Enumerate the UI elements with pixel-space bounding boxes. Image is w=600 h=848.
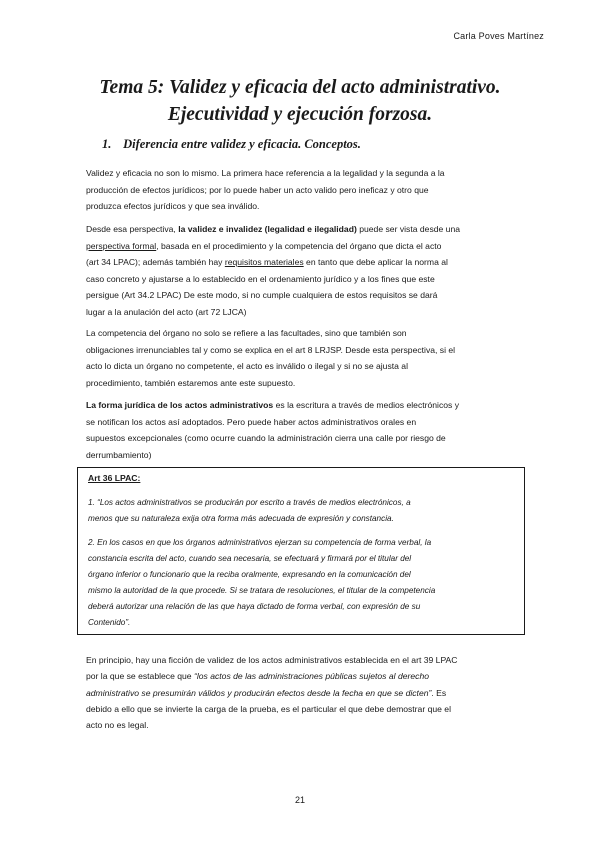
text-line: persigue (Art 34.2 LPAC) De este modo, si no cumple cualquiera de estos requisitos se dará <box>86 290 438 300</box>
text-line: La competencia del órgano no solo se refiere a las facultades, sino que también son <box>86 328 407 338</box>
text-line: supuestos excepcionales (como ocurre cuando la administración cierra una calle por riesgo de <box>86 433 446 443</box>
text-line: (art 34 LPAC); además también hay requisitos materiales en tanto que debe aplicar la norma al <box>86 257 448 267</box>
text-line: deberá autorizar una relación de las que haya dictado de forma verbal, con expresión de su <box>88 602 421 611</box>
article-title: Art 36 LPAC: <box>88 473 141 483</box>
text-line: administrativo se presumirán válidos y producirán efectos desde la fecha en que se dicten”. Es <box>86 687 447 698</box>
section-title: Diferencia entre validez y eficacia. Conceptos. <box>123 137 361 151</box>
text-line: 2. En los casos en que los órganos administrativos ejerzan su competencia de forma verbal, la <box>88 538 432 547</box>
section-heading <box>102 137 361 152</box>
underlined-phrase: requisitos materiales <box>224 257 304 267</box>
text-line: Contenido”. <box>88 618 131 627</box>
text-line: En principio, hay una ficción de validez de los actos administrativos establecida en el art 39 LPAC <box>86 655 458 665</box>
underlined-phrase: perspectiva formal <box>86 240 157 251</box>
text-line: produzca efectos jurídicos y que sea inválido. <box>86 201 260 211</box>
italic-quote: administrativo se presumirán válidos y producirán efectos desde la fecha en que se dicten” <box>86 687 432 698</box>
page-title <box>60 74 540 128</box>
paragraph-2 <box>86 221 526 320</box>
paragraph-1 <box>86 165 526 215</box>
text-line: acto no es legal. <box>86 720 149 731</box>
text-line: derrumbamiento) <box>86 449 152 460</box>
text-line: perspectiva formal, basada en el procedimiento y la competencia del órgano que dicta el acto <box>86 240 442 251</box>
author-name: Carla Poves Martínez <box>453 31 544 41</box>
text-line: producción de efectos jurídicos; por lo puede haber un acto valido pero ineficaz y otro que <box>86 184 429 195</box>
article-item-1 <box>88 495 518 527</box>
text-line: procedimiento, también estaremos ante este supuesto. <box>86 377 296 388</box>
text-line: por la que se establece que “los actos de las administraciones públicas sujetos al derecho <box>86 671 430 682</box>
text-line: se notifican los actos así adoptados. Pero puede haber actos administrativos orales en <box>86 416 417 427</box>
article-item-2 <box>88 535 518 631</box>
text-line: lugar a la anulación del acto (art 72 LJCA) <box>86 306 247 317</box>
text-line: acto lo dicta un órgano no competente, el acto es inválido o ilegal y si no se ajusta al <box>86 361 408 371</box>
text-line: menos que su naturaleza exija otra forma más adecuada de expresión y constancia. <box>88 514 394 523</box>
text-line: Desde esa perspectiva, la validez e invalidez (legalidad e ilegalidad) puede ser vista desde una <box>86 224 461 234</box>
text-line: constancia escrita del acto, cuando sea necesaria, se efectuará y firmará por el titular del <box>88 554 412 563</box>
bold-phrase: La forma jurídica de los actos administrativos <box>86 400 274 410</box>
text-line: Validez y eficacia no son lo mismo. La primera hace referencia a la legalidad y la segunda a la <box>86 168 445 178</box>
title-line-2: Ejecutividad y ejecución forzosa. <box>167 104 433 125</box>
page-number: 21 <box>294 795 305 805</box>
title-line-1: Tema 5: Validez y eficacia del acto administrativo. <box>99 77 501 98</box>
bold-phrase: la validez e invalidez (legalidad e ilegalidad) <box>178 224 357 234</box>
text-line: 1. “Los actos administrativos se producirán por escrito a través de medios electrónicos, a <box>88 498 411 507</box>
paragraph-5 <box>86 652 526 733</box>
text-line: mismo la autoridad de la que procede. Si se tratara de resoluciones, el titular de la competencia <box>88 586 436 595</box>
article-quote-box <box>77 467 525 635</box>
section-number: 1. <box>102 137 112 151</box>
text-line: obligaciones irrenunciables tal y como se explica en el art 8 LRJSP. Desde esta perspectiva, si el <box>86 344 456 355</box>
paragraph-4 <box>86 397 526 463</box>
text-line: debido a ello que se invierte la carga de la prueba, es el particular el que debe demostrar que el <box>86 703 451 714</box>
text-line: órgano inferior o funcionario que la reciba oralmente, expresando en la comunicación del <box>88 570 411 579</box>
paragraph-3 <box>86 325 526 391</box>
italic-quote: “los actos de las administraciones públicas sujetos al derecho <box>193 671 430 682</box>
text-line: La forma jurídica de los actos administrativos es la escritura a través de medios electrónicos y <box>86 400 460 410</box>
text-line: caso concreto y ajustarse a lo establecido en el ordenamiento jurídico y a los fines que este <box>86 273 435 284</box>
